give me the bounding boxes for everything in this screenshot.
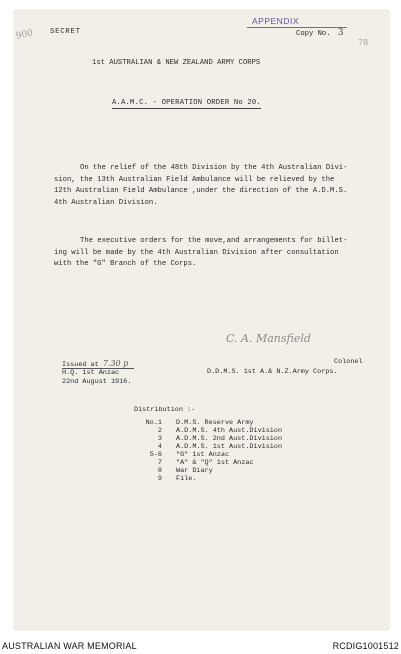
pencil-folio-number: 900 bbox=[15, 28, 35, 42]
para2-line: The executive orders for the move,and arrangements for billet- bbox=[80, 237, 348, 245]
distribution-recipient: D.M.S. Reserve Army bbox=[176, 419, 254, 427]
para2-line: with the "G" Branch of the Corps. bbox=[54, 260, 197, 269]
corps-title: 1st AUSTRALIAN & NEW ZEALAND ARMY CORPS bbox=[92, 59, 261, 67]
distribution-recipient: "G" 1st Anzac bbox=[176, 451, 230, 459]
signature-rank: Colonel bbox=[334, 358, 363, 366]
paragraph-relief bbox=[54, 163, 384, 209]
copy-number: 3 bbox=[337, 28, 344, 38]
para1-line: 12th Australian Field Ambulance ,under the direction of the A.D.M.S. bbox=[54, 187, 348, 196]
distribution-number: 2 bbox=[157, 427, 162, 435]
distribution-recipient: "A" & "Q" 1st Anzac bbox=[176, 459, 254, 467]
signature-appointment: D.D.M.S. 1st A.& N.Z.Army Corps. bbox=[207, 368, 338, 376]
distribution-number: 7 bbox=[157, 459, 162, 467]
para2-line: ing will be made by the 4th Australian Division after consultation bbox=[54, 248, 339, 257]
order-title: A.A.M.C. - OPERATION ORDER No 20. bbox=[112, 100, 261, 109]
distribution-number: 5-6 bbox=[149, 451, 162, 459]
para1-line: On the relief of the 48th Division by the 4th Australian Divi- bbox=[80, 164, 348, 172]
distribution-row bbox=[144, 420, 254, 427]
pencil-page-number: 78 bbox=[358, 38, 369, 47]
para1-line: 4th Australian Division. bbox=[54, 198, 158, 207]
archive-footer-institution: AUSTRALIAN WAR MEMORIAL bbox=[2, 641, 137, 651]
distribution-row bbox=[144, 444, 282, 451]
distribution-row bbox=[144, 428, 282, 435]
distribution-label: Distribution :- bbox=[134, 406, 196, 414]
distribution-number: 4 bbox=[157, 443, 162, 451]
distribution-recipient: War Diary bbox=[176, 467, 213, 475]
distribution-recipient: A.D.M.S. 2nd Aust.Division bbox=[176, 435, 283, 443]
distribution-recipient: A.D.M.S. 4th Aust.Division bbox=[176, 427, 283, 435]
distribution-row bbox=[144, 476, 196, 483]
handwritten-signature: C. A. Mansfield bbox=[226, 332, 311, 345]
copy-label: Copy No. bbox=[296, 30, 331, 38]
para1-line: sion, the 13th Australian Field Ambulance will be relieved by the bbox=[54, 175, 335, 184]
archive-footer-reference: RCDIG1001512 bbox=[332, 641, 399, 651]
issue-date: 22nd August 1916. bbox=[62, 378, 132, 386]
paragraph-orders bbox=[54, 236, 384, 271]
issued-time: 7.30 p bbox=[102, 359, 129, 368]
appendix-stamp: APPENDIX bbox=[252, 16, 299, 26]
distribution-number: 9 bbox=[157, 475, 162, 483]
document-sheet bbox=[14, 10, 389, 630]
distribution-recipient: A.D.M.S. 1st Aust.Division bbox=[176, 443, 283, 451]
distribution-number: No.1 bbox=[145, 419, 162, 427]
distribution-row bbox=[144, 452, 229, 459]
issue-place: H.Q. 1st Anzac bbox=[62, 369, 120, 377]
copy-number-line bbox=[296, 29, 344, 38]
distribution-number: 3 bbox=[157, 435, 162, 443]
distribution-number: 8 bbox=[157, 467, 162, 475]
distribution-row bbox=[144, 468, 213, 475]
issued-label: Issued at bbox=[62, 361, 99, 369]
distribution-row bbox=[144, 460, 254, 467]
distribution-recipient: File. bbox=[176, 475, 197, 483]
distribution-row bbox=[144, 436, 282, 443]
classification-label: SECRET bbox=[50, 28, 81, 36]
stamp-underline bbox=[247, 27, 347, 28]
